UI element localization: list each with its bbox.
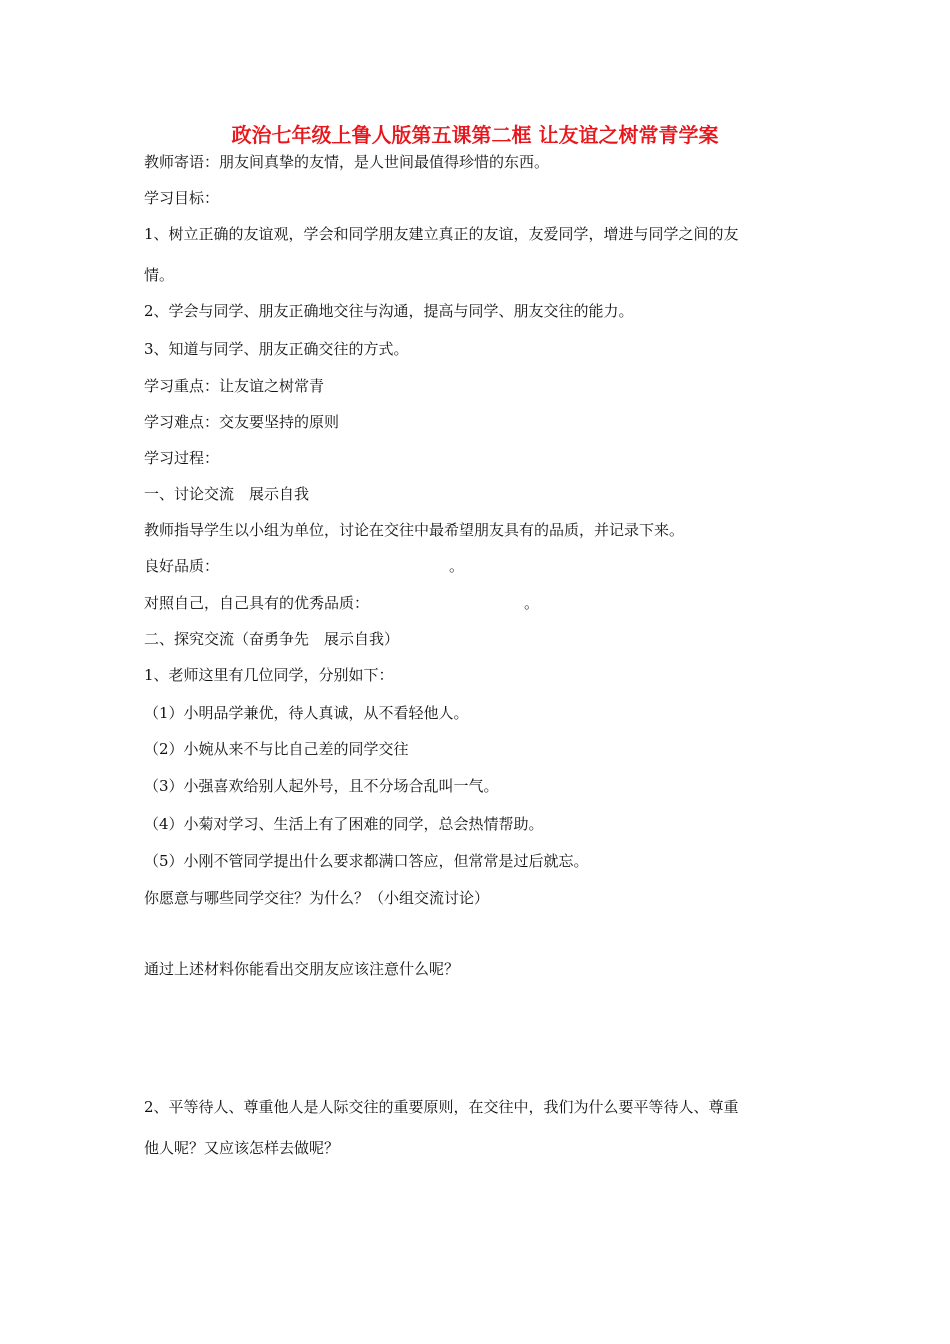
good-qualities-end: 。 [449, 557, 465, 575]
objective-1: 1、树立正确的友谊观，学会和同学朋友建立真正的友谊，友爱同学，增进与同学之间的友 [144, 225, 739, 243]
key-point: 学习重点：让友谊之树常青 [144, 377, 325, 395]
own-qualities-end: 。 [524, 594, 540, 612]
question-1-intro: 1、老师这里有几位同学，分别如下： [144, 666, 394, 684]
reflection-question: 通过上述材料你能看出交朋友应该注意什么呢？ [144, 960, 460, 978]
student-item-1: （1）小明品学兼优，待人真诚，从不看轻他人。 [144, 704, 469, 722]
document-title: 政治七年级上鲁人版第五课第二框 让友谊之树常青学案 [231, 123, 719, 147]
section-two-heading: 二、探究交流（奋勇争先 展示自我） [144, 630, 400, 648]
section-one-heading: 一、讨论交流 展示自我 [144, 485, 310, 503]
student-item-2: （2）小婉从来不与比自己差的同学交往 [144, 740, 409, 758]
teacher-message: 教师寄语：朋友间真挚的友情，是人世间最值得珍惜的东西。 [144, 153, 550, 171]
student-item-5: （5）小刚不管同学提出什么要求都满口答应，但常常是过后就忘。 [144, 852, 589, 870]
question-2-cont: 他人呢？又应该怎样去做呢？ [144, 1139, 340, 1157]
objective-2: 2、学会与同学、朋友正确地交往与沟通，提高与同学、朋友交往的能力。 [144, 302, 634, 320]
objective-1-cont: 情。 [144, 266, 175, 284]
own-qualities-label: 对照自己，自己具有的优秀品质： [144, 594, 370, 612]
good-qualities-label: 良好品质： [144, 557, 220, 575]
objectives-heading: 学习目标： [144, 189, 220, 207]
difficulty: 学习难点：交友要坚持的原则 [144, 413, 340, 431]
section-one-instruction: 教师指导学生以小组为单位，讨论在交往中最希望朋友具有的品质，并记录下来。 [144, 521, 685, 539]
question-2: 2、平等待人、尊重他人是人际交往的重要原则，在交往中，我们为什么要平等待人、尊重 [144, 1098, 739, 1116]
process-heading: 学习过程： [144, 449, 220, 467]
student-item-3: （3）小强喜欢给别人起外号，且不分场合乱叫一气。 [144, 777, 499, 795]
good-qualities-line [144, 555, 814, 577]
student-item-4: （4）小菊对学习、生活上有了困难的同学，总会热情帮助。 [144, 815, 544, 833]
objective-3: 3、知道与同学、朋友正确交往的方式。 [144, 340, 409, 358]
discussion-question: 你愿意与哪些同学交往？为什么？（小组交流讨论） [144, 889, 490, 907]
own-qualities-line [144, 592, 814, 614]
